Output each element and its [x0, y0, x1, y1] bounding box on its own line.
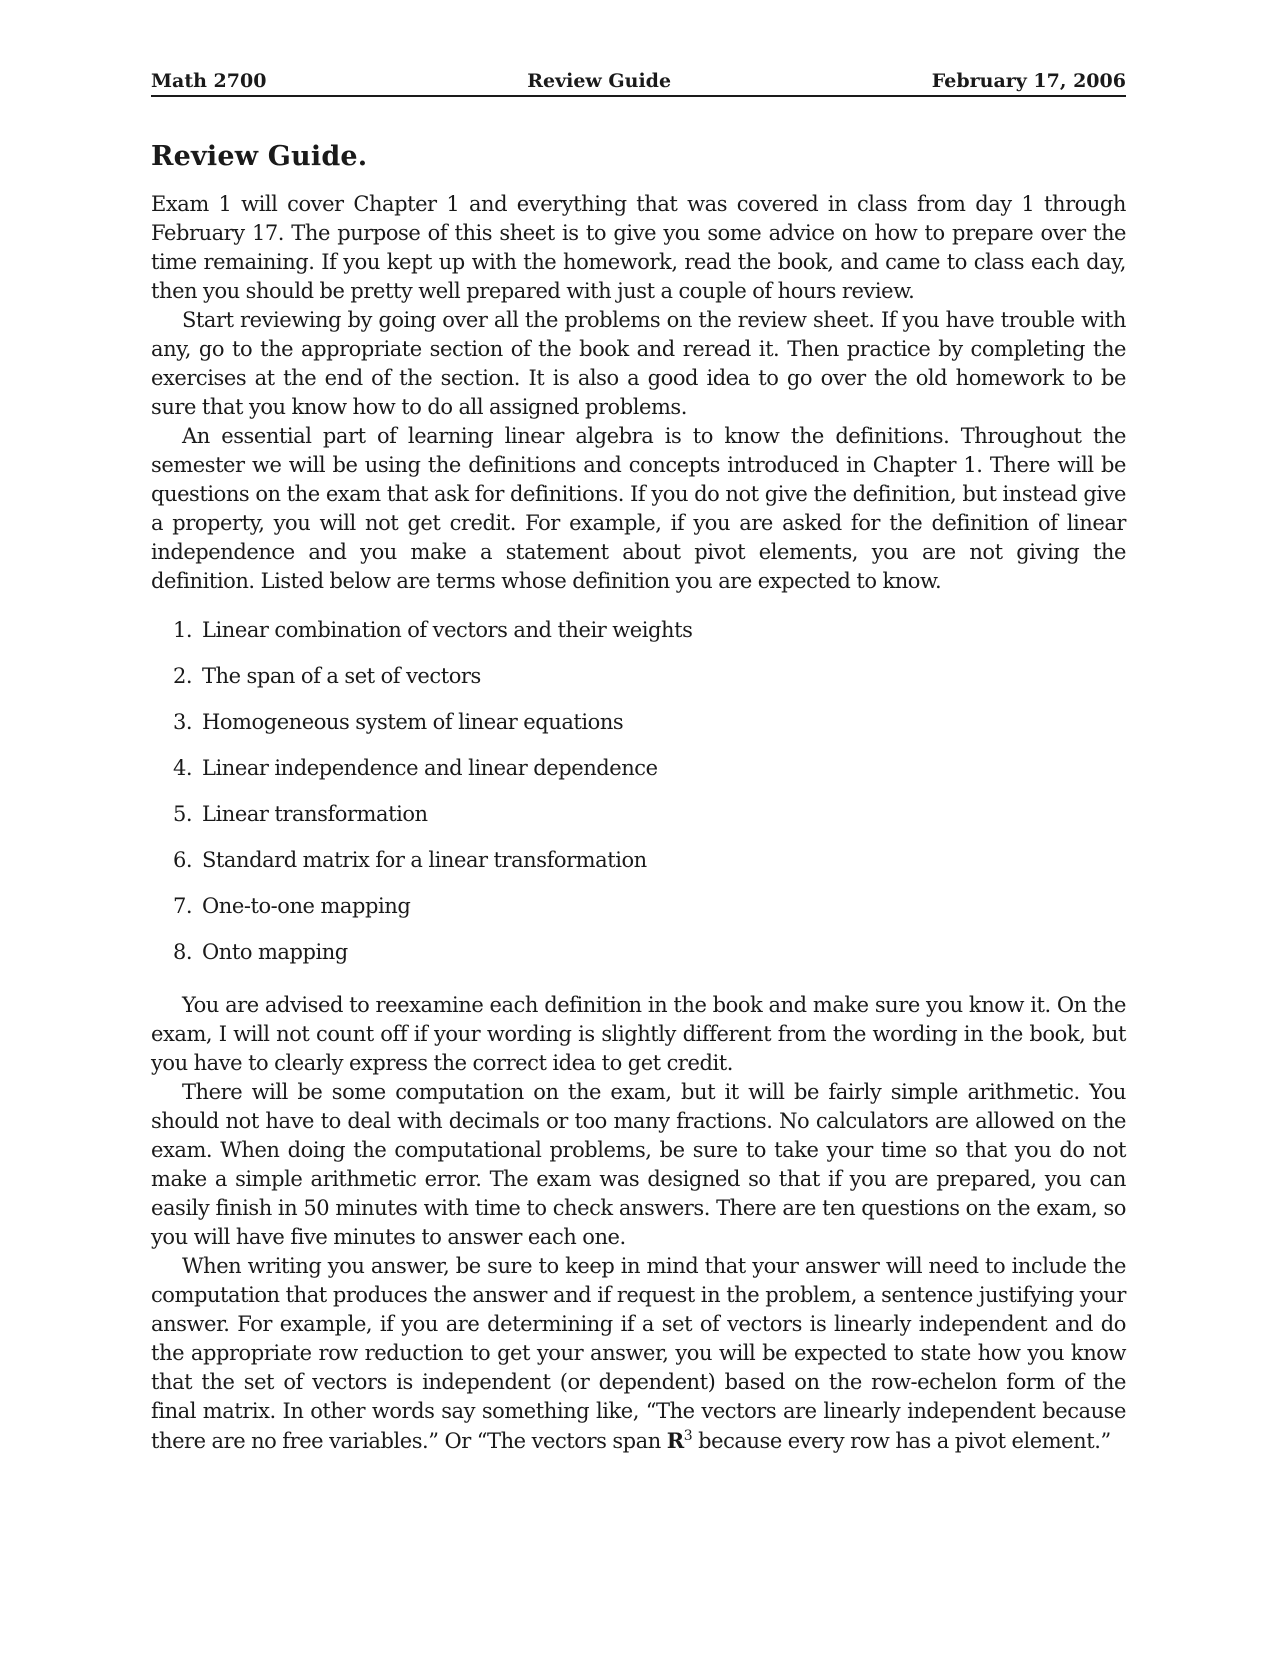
intro-paragraph: Exam 1 will cover Chapter 1 and everything that was covered in class from day 1 through February 17. The purpose of this sheet is to give you some advice on how to prepare over the time remaining. If you kept up with the homework, read the book, and came to class each day, then you should be pretty well prepared with just a couple of hours review.	[151, 192, 1126, 303]
list-item-text: Linear independence and linear dependence	[202, 756, 658, 780]
answer-writing-text-end: because every row has a pivot element.”	[692, 1429, 1111, 1453]
list-item	[173, 662, 1126, 691]
header-date: February 17, 2006	[931, 70, 1126, 92]
list-item-text: Standard matrix for a linear transformation	[202, 848, 647, 872]
page-title: Review Guide.	[151, 141, 368, 172]
list-item-number: 7.	[173, 894, 193, 918]
computation-paragraph: There will be some computation on the exam, but it will be fairly simple arithmetic. You should not have to deal with decimals or too many fractions. No calculators are allowed on the exam. When doing the computational problems, be sure to take your time so that you do not make a simple arithmetic error. The exam was designed so that if you are prepared, you can easily finish in 50 minutes with time to check answers. There are ten questions on the exam, so you will have five minutes to answer each one.	[151, 1080, 1126, 1249]
list-item-number: 4.	[173, 756, 193, 780]
definitions-paragraph: An essential part of learning linear algebra is to know the definitions. Throughout the semester we will be using the definitions and concepts introduced in Chapter 1. There will be questions on the exam that ask for definitions. If you do not give the definition, but instead give a property, you will not get credit. For example, if you are asked for the definition of linear independence and you make a statement about pivot elements, you are not giving the definition. Listed below are terms whose definition you are expected to know.	[151, 424, 1126, 593]
list-item	[173, 938, 1126, 967]
list-item-number: 1.	[173, 618, 193, 642]
list-item	[173, 708, 1126, 737]
list-item-text: Linear transformation	[202, 802, 428, 826]
list-item	[173, 754, 1126, 783]
list-item-number: 3.	[173, 710, 193, 734]
answer-writing-text: When writing you answer, be sure to keep in mind that your answer will need to include the computation that produces the answer and if request in the problem, a sentence justifying your answer. For example, if you are determining if a set of vectors is linearly independent and do the appropriate row reduction to get your answer, you will be expected to state how you know that the set of vectors is independent (or dependent) based on the row-echelon form of the final matrix. In other words say something like, “The vectors are linearly independent because there are no free variables.” Or “The vectors span	[151, 1254, 1126, 1453]
list-item	[173, 616, 1126, 645]
document-page	[151, 70, 1126, 1456]
real-numbers-symbol: R	[666, 1428, 684, 1453]
list-item-number: 8.	[173, 940, 193, 964]
list-item-text: The span of a set of vectors	[202, 664, 481, 688]
list-item	[173, 892, 1126, 921]
list-item-text: Linear combination of vectors and their weights	[202, 618, 693, 642]
list-item-number: 5.	[173, 802, 193, 826]
list-item	[173, 800, 1126, 829]
running-header	[151, 70, 1126, 97]
header-title: Review Guide	[527, 70, 672, 92]
list-item	[173, 846, 1126, 875]
reexamine-paragraph: You are advised to reexamine each definition in the book and make sure you know it. On the exam, I will not count off if your wording is slightly different from the wording in the book, but you have to clearly express the correct idea to get credit.	[151, 993, 1126, 1075]
list-item-number: 2.	[173, 664, 193, 688]
list-item-text: Homogeneous system of linear equations	[202, 710, 624, 734]
course-name: Math 2700	[151, 70, 267, 92]
list-item-number: 6.	[173, 848, 193, 872]
definitions-list	[151, 616, 1126, 967]
superscript-exponent: 3	[683, 1428, 693, 1444]
answer-writing-paragraph	[151, 1252, 1126, 1456]
list-item-text: Onto mapping	[202, 940, 348, 964]
reviewing-paragraph: Start reviewing by going over all the problems on the review sheet. If you have trouble with any, go to the appropriate section of the book and reread it. Then practice by completing the exercises at the end of the section. It is also a good idea to go over the old homework to be sure that you know how to do all assigned problems.	[151, 308, 1126, 419]
list-item-text: One-to-one mapping	[202, 894, 411, 918]
